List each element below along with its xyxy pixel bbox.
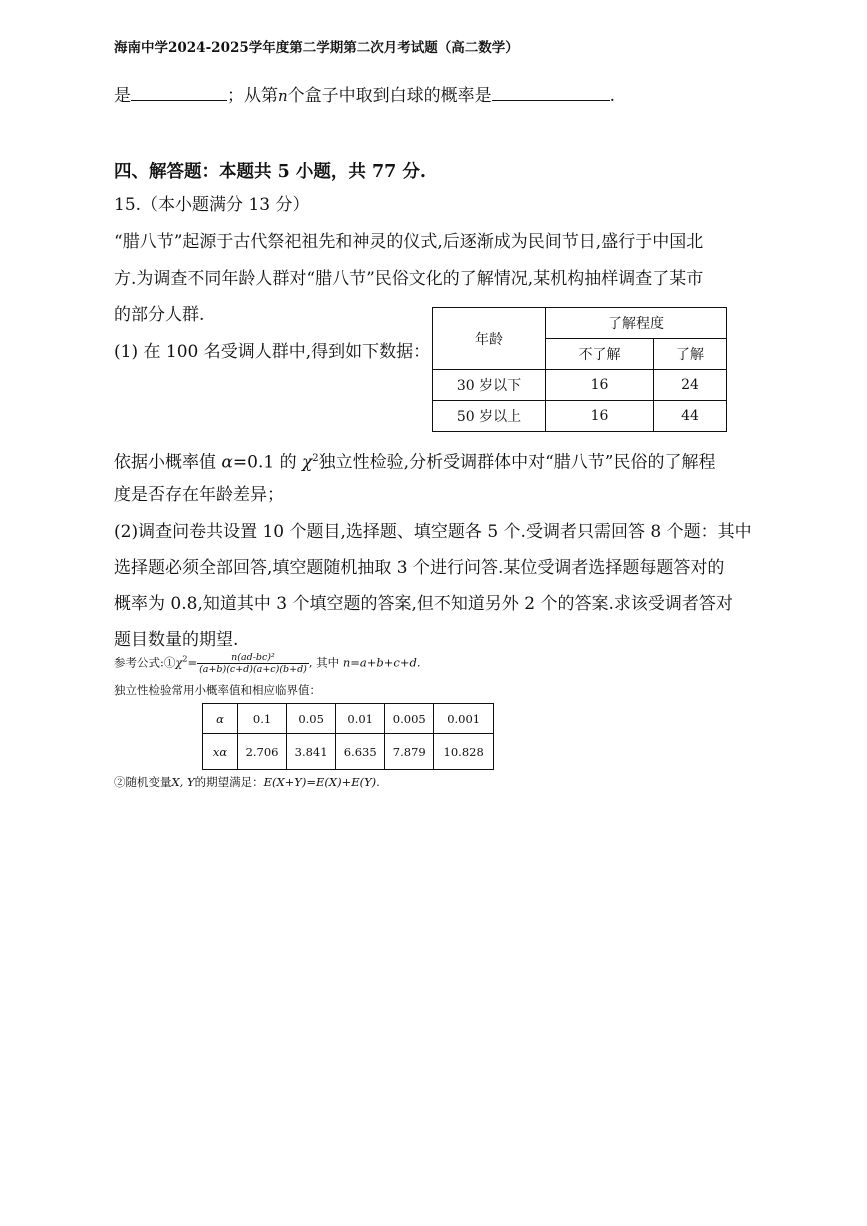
formula-tail-a: , 其中 — [308, 655, 340, 670]
formula-chi: χ — [175, 655, 183, 670]
value-cell: 16 — [546, 401, 654, 432]
part2-line-4: 题目数量的期望. — [114, 630, 239, 650]
part1-text: (1) 在 100 名受调人群中,得到如下数据： — [114, 342, 431, 362]
critical-value-cell: 2.706 — [238, 734, 287, 770]
table-row — [203, 704, 494, 734]
alpha-label-cell: α — [203, 704, 238, 734]
table-row — [433, 370, 727, 401]
sub-header-known: 了解 — [654, 339, 727, 370]
formula-eq: = — [187, 655, 198, 670]
chi-superscript: 2 — [312, 453, 319, 464]
alpha-cell: 0.005 — [385, 704, 434, 734]
note-text-a: ②随机变量 — [114, 775, 172, 789]
alpha-symbol: α — [221, 452, 233, 473]
x-alpha-label-cell: xα — [203, 734, 238, 770]
table-row — [433, 401, 727, 432]
reference-formula — [114, 652, 420, 675]
prev-text-c: 个盒子中取到白球的概率是 — [287, 86, 492, 106]
note-vars: X, Y — [171, 775, 195, 789]
critical-values-table — [202, 703, 494, 770]
formula-denominator: (a+b)(c+d)(a+c)(b+d) — [199, 664, 307, 675]
note-text-b: 的期望满足： — [194, 775, 264, 789]
value-cell: 44 — [654, 401, 727, 432]
level-header: 了解程度 — [546, 308, 727, 339]
formula-tail-b: n=a+b+c+d. — [342, 655, 421, 670]
intro-line-3: 的部分人群. — [114, 305, 205, 325]
age-cell: 30 岁以下 — [433, 370, 546, 401]
page-header: 海南中学2024-2025学年度第二学期第二次月考试题（高二数学） — [114, 40, 519, 56]
note-end: . — [376, 775, 380, 789]
problem-number: 15.（本小题满分 13 分） — [114, 195, 310, 215]
part2-line-2: 选择题必须全部回答,填空题随机抽取 3 个进行问答.某位受调者选择题每题答对的 — [114, 558, 725, 578]
part1-text-b: =0.1 的 — [232, 452, 297, 473]
formula-chi-sup: 2 — [182, 654, 188, 664]
critical-value-cell: 10.828 — [434, 734, 494, 770]
answer-blank-2[interactable] — [492, 86, 610, 101]
part2-line-1: (2)调查问卷共设置 10 个题目,选择题、填空题各 5 个.受调者只需回答 8 个题：其中 — [114, 522, 752, 542]
previous-problem-line — [114, 86, 615, 106]
value-cell: 16 — [546, 370, 654, 401]
sub-header-unknown: 不了解 — [546, 339, 654, 370]
note-formula: E(X+Y)=E(X)+E(Y) — [263, 775, 377, 789]
prev-var-n: n — [278, 87, 288, 105]
part1-question-line-2: 度是否存在年龄差异； — [114, 485, 284, 505]
value-cell: 24 — [654, 370, 727, 401]
critical-value-cell: 3.841 — [287, 734, 336, 770]
critical-value-cell: 6.635 — [336, 734, 385, 770]
prev-text-b: ；从第 — [227, 86, 278, 106]
part1-question-line-1 — [114, 449, 715, 473]
prev-text-end: . — [609, 86, 616, 106]
critical-value-cell: 7.879 — [385, 734, 434, 770]
age-header: 年龄 — [433, 308, 546, 370]
section-title: 四、解答题：本题共 5 小题，共 77 分. — [114, 162, 426, 182]
alpha-cell: 0.05 — [287, 704, 336, 734]
prev-text-a: 是 — [114, 86, 131, 106]
expectation-note — [114, 775, 380, 789]
formula-fraction — [197, 652, 309, 675]
formula-label: 参考公式:① — [114, 655, 176, 670]
formula-numerator: n(ad-bc)² — [197, 652, 309, 664]
alpha-cell: 0.1 — [238, 704, 287, 734]
table-row — [203, 734, 494, 770]
intro-line-2: 方.为调查不同年龄人群对“腊八节”民俗文化的了解情况,某机构抽样调查了某市 — [114, 269, 704, 289]
survey-table — [432, 307, 727, 432]
chi-symbol: χ — [301, 452, 313, 473]
answer-blank-1[interactable] — [131, 86, 227, 101]
critical-values-intro: 独立性检验常用小概率值和相应临界值： — [114, 683, 321, 697]
age-cell: 50 岁以上 — [433, 401, 546, 432]
part2-line-3: 概率为 0.8,知道其中 3 个填空题的答案,但不知道另外 2 个的答案.求该受调者答对 — [114, 594, 733, 614]
part1-text-a: 依据小概率值 — [114, 452, 216, 473]
alpha-cell: 0.001 — [434, 704, 494, 734]
intro-line-1: “腊八节”起源于古代祭祀祖先和神灵的仪式,后逐渐成为民间节日,盛行于中国北 — [114, 232, 704, 252]
part1-text-c: 独立性检验,分析受调群体中对“腊八节”民俗的了解程 — [318, 452, 716, 473]
alpha-cell: 0.01 — [336, 704, 385, 734]
